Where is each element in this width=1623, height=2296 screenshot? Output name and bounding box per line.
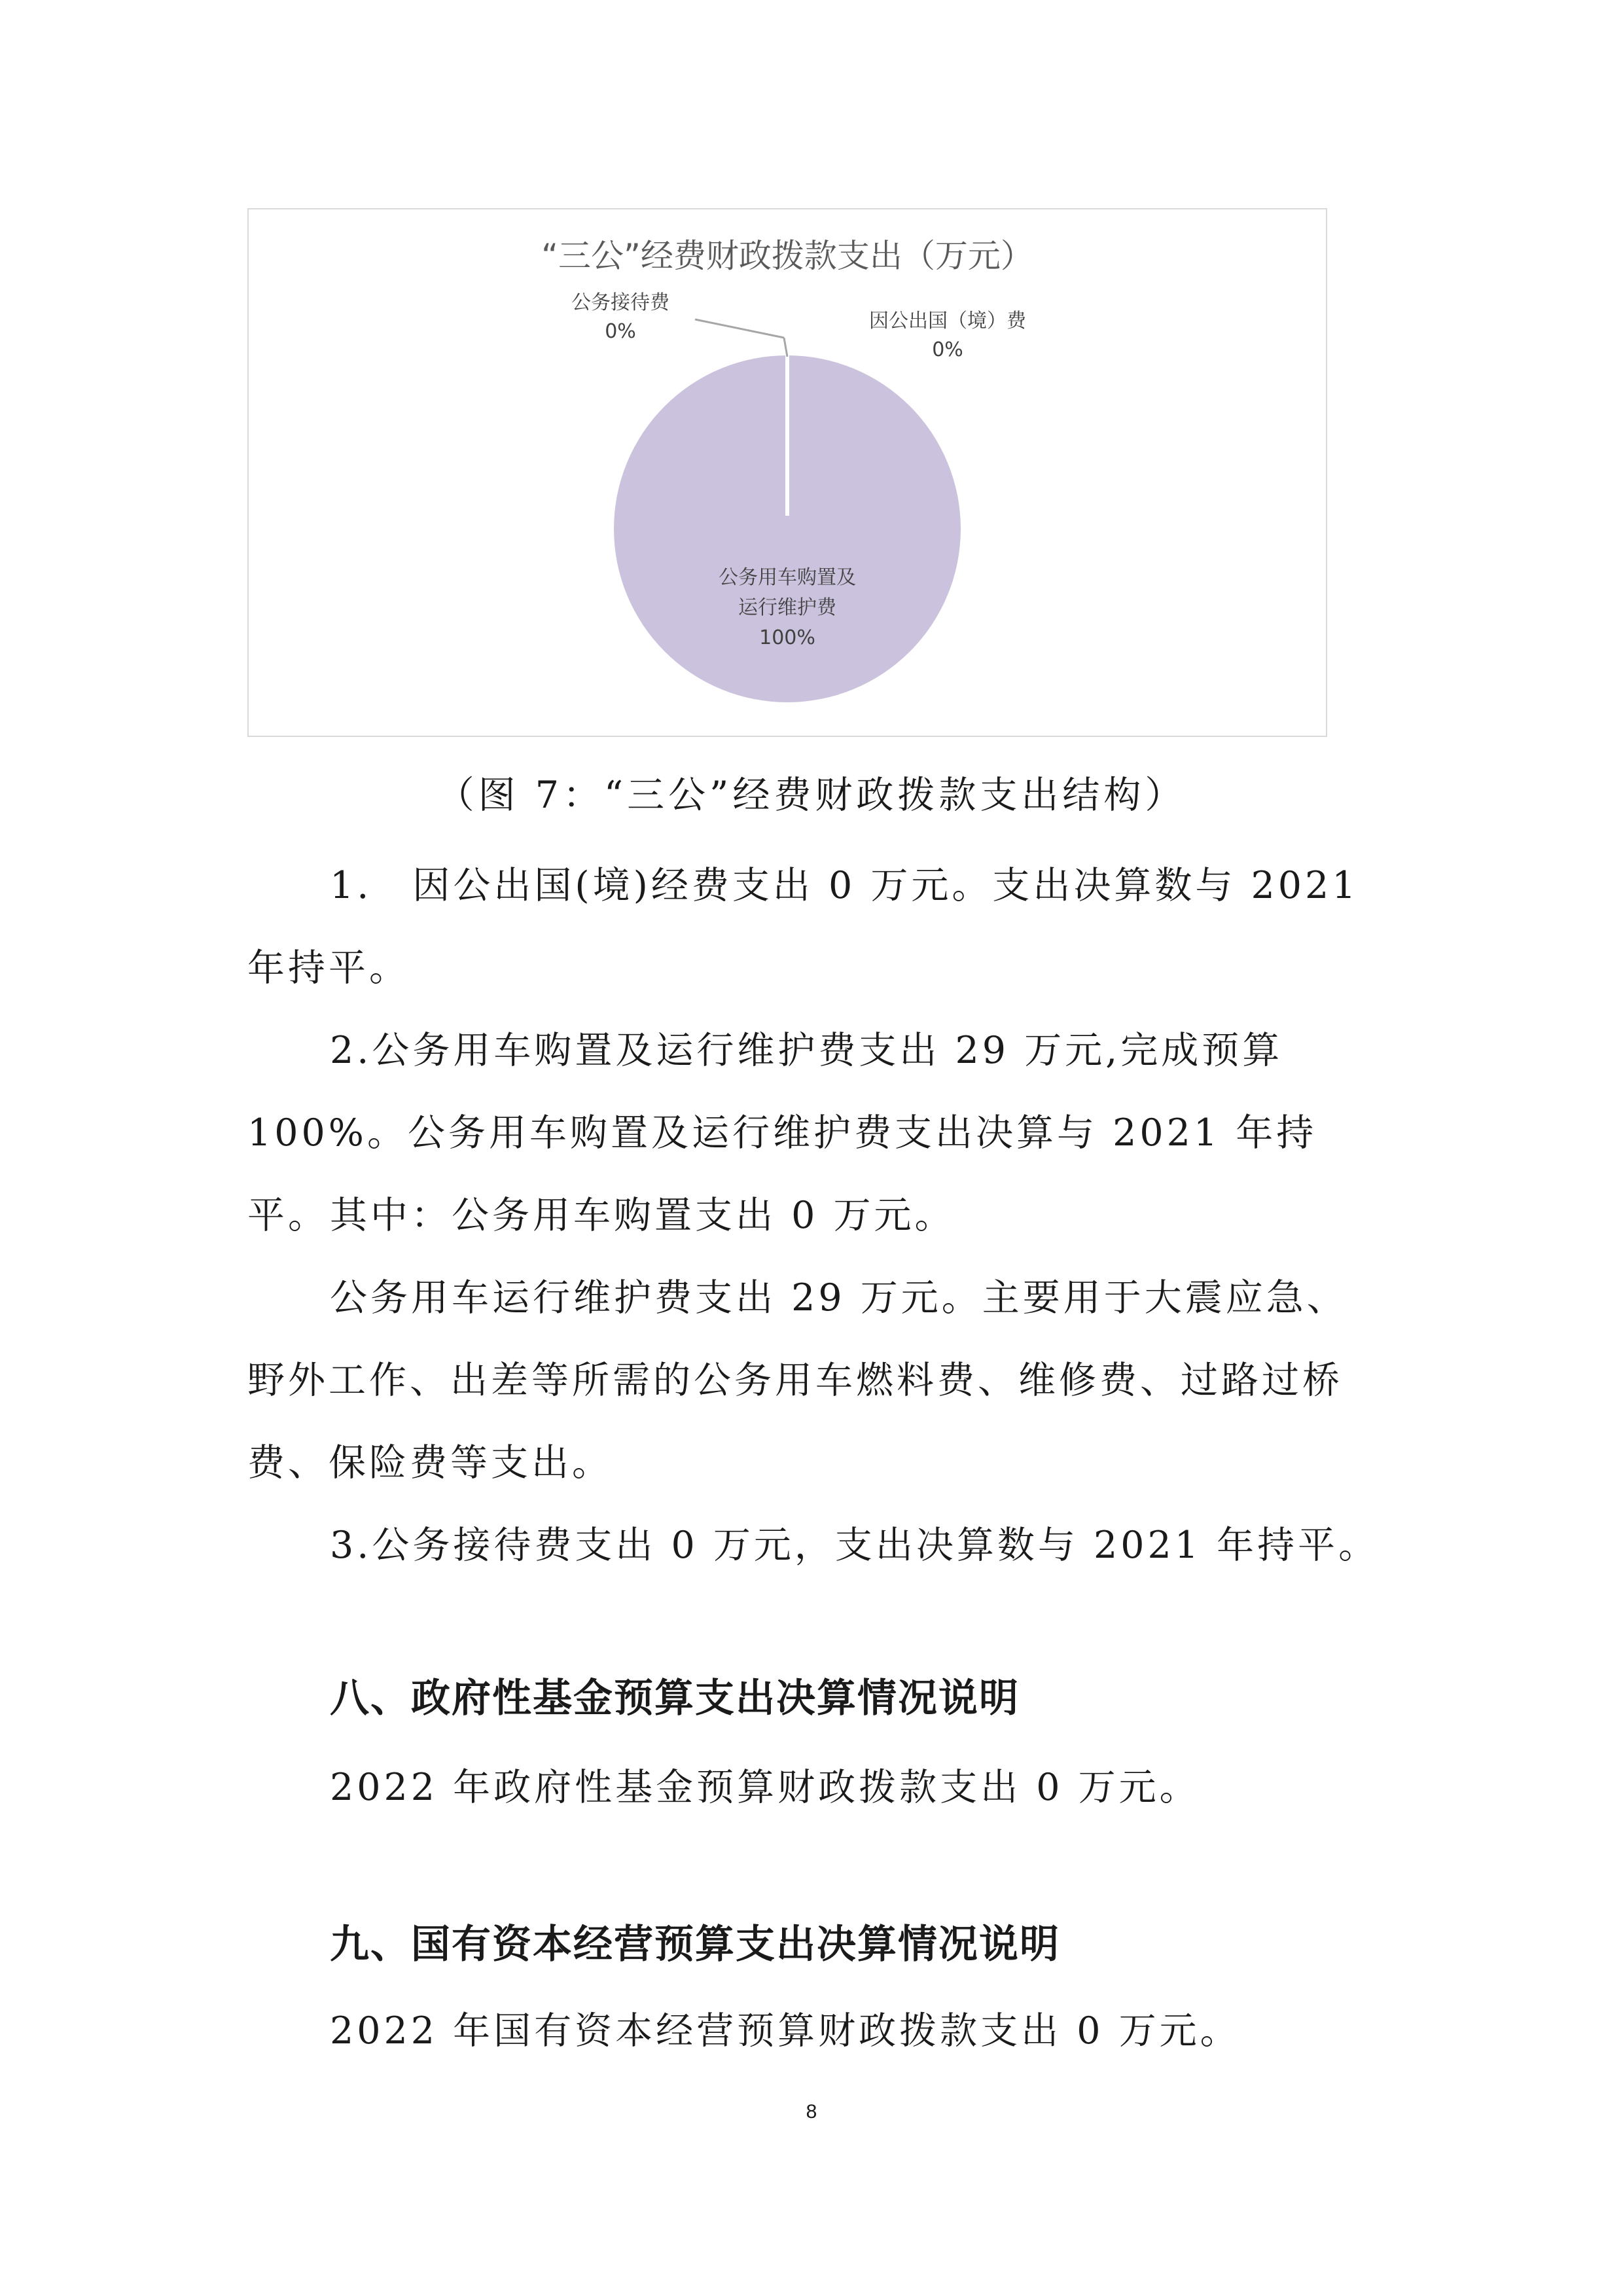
leader-line-reception-end (784, 338, 787, 357)
section-8-body: 2022 年政府性基金预算财政拨款支出 0 万元。 (330, 1766, 1200, 1809)
leader-line-reception (695, 319, 784, 338)
label-reception-pct: 0% (605, 320, 636, 343)
label-vehicle-pct: 100% (759, 626, 815, 649)
chart-title: “三公”经费财政拨款支出（万元） (541, 237, 1033, 275)
section-8-heading: 八、政府性基金预算支出决算情况说明 (330, 1676, 1020, 1721)
page-number: 8 (806, 2101, 817, 2123)
paragraph-vehicle: 2.公务用车购置及运行维护费支出 29 万元,完成预算 100%。公务用车购置及运行维护费支出决算与 2021 年持平。 (247, 1029, 1317, 1237)
label-vehicle-line1: 公务用车购置及 (719, 566, 856, 589)
paragraph-vehicle-purchase: 其中：公务用车购置支出 0 万元。 (330, 1194, 955, 1237)
label-reception: 公务接待费 (571, 291, 669, 314)
paragraph-reception: 3.公务接待费支出 0 万元，支出决算数与 2021 年持平。 (330, 1524, 1380, 1567)
section-9-body: 2022 年国有资本经营预算财政拨款支出 0 万元。 (330, 2009, 1241, 2053)
label-vehicle-line2: 运行维护费 (738, 596, 836, 619)
label-abroad-pct: 0% (932, 338, 963, 361)
paragraph-vehicle-operation: 公务用车运行维护费支出 29 万元。主要用于大震应急、野外工作、出差等所需的公务用车燃料费、维修费、过路过桥费、保险费等支出。 (247, 1276, 1347, 1484)
section-9-heading: 九、国有资本经营预算支出决算情况说明 (330, 1922, 1060, 1967)
pie-chart-svg (249, 209, 1326, 736)
pie-chart (247, 208, 1327, 737)
figure-caption: （图 7：“三公”经费财政拨款支出结构） (437, 774, 1186, 817)
paragraph-abroad: 1. 因公出国(境)经费支出 0 万元。支出决算数与 2021 年持平。 (247, 864, 1359, 990)
label-abroad: 因公出国（境）费 (869, 310, 1026, 332)
